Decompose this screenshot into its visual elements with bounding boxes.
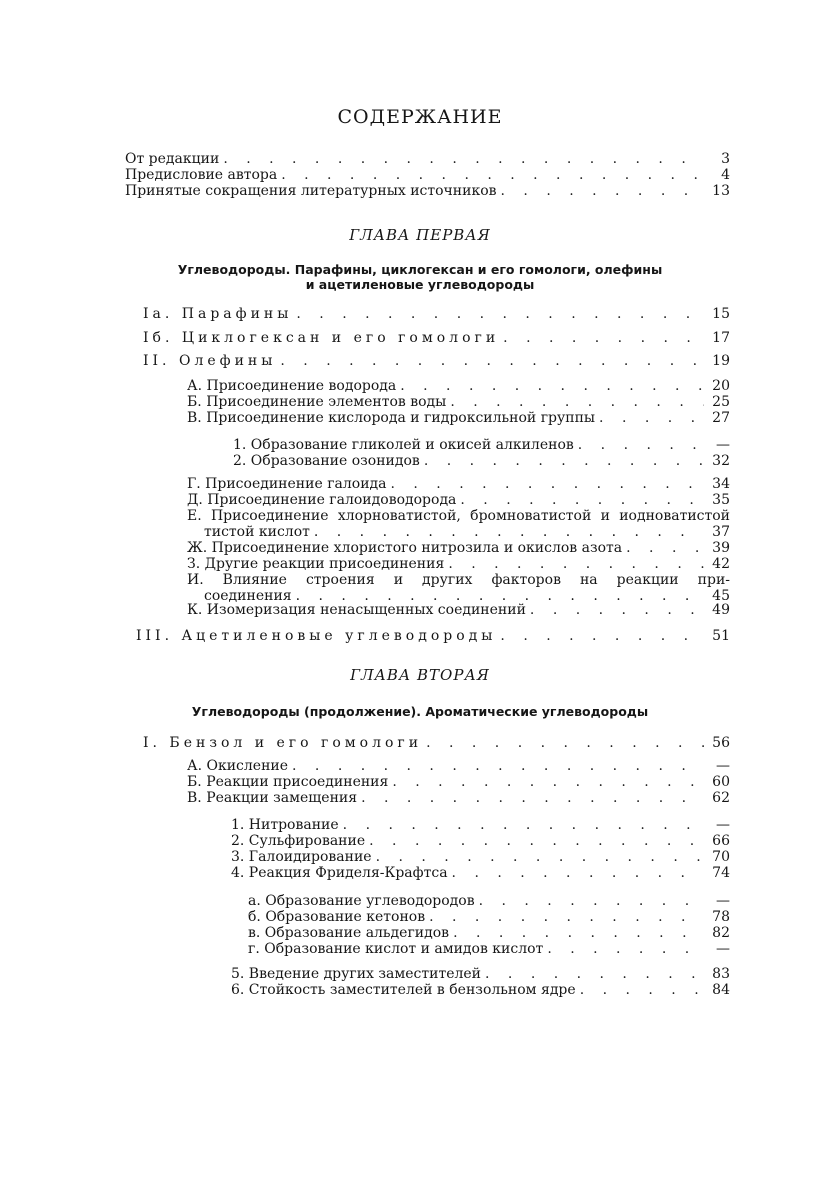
toc-entry[interactable] xyxy=(143,330,730,346)
toc-entry[interactable] xyxy=(231,849,730,865)
toc-entry-page: 70 xyxy=(712,849,730,865)
leader-dots xyxy=(369,833,704,849)
toc-entry-label: г. Образование кислот и амидов кислот xyxy=(248,941,544,957)
toc-entry[interactable] xyxy=(233,437,730,453)
toc-entry-page: 39 xyxy=(712,540,730,556)
toc-entry[interactable] xyxy=(125,151,730,167)
toc-entry[interactable] xyxy=(187,556,730,572)
leader-dots xyxy=(530,602,704,618)
toc-entry-page: 15 xyxy=(712,306,730,322)
toc-entry[interactable] xyxy=(143,735,730,751)
leader-dots xyxy=(578,437,704,453)
toc-entry-page: 20 xyxy=(712,378,730,394)
toc-entry-page: — xyxy=(716,893,730,909)
toc-entry-page: 82 xyxy=(712,925,730,941)
toc-entry-page: 3 xyxy=(721,151,730,167)
toc-entry-page: 45 xyxy=(712,588,730,604)
toc-entry-label: 3. Галоидирование xyxy=(231,849,372,865)
toc-entry[interactable] xyxy=(187,476,730,492)
toc-entry-page: 42 xyxy=(712,556,730,572)
toc-entry-label: 1. Нитрование xyxy=(231,817,339,833)
leader-dots xyxy=(391,476,705,492)
leader-dots xyxy=(450,394,704,410)
leader-dots xyxy=(448,556,704,572)
toc-entry-label: От редакции xyxy=(125,151,220,167)
toc-entry[interactable] xyxy=(187,540,730,556)
leader-dots xyxy=(392,774,704,790)
chapter-subtitle-line: Углеводороды. Парафины, циклогексан и его гомологи, олефины xyxy=(177,262,663,277)
toc-entry-page: 27 xyxy=(712,410,730,426)
leader-dots xyxy=(281,167,704,183)
toc-entry-label: 1. Образование гликолей и окисей алкиленов xyxy=(233,437,574,453)
toc-entry-label-cont: тистой кислот xyxy=(204,524,310,540)
toc-entry[interactable] xyxy=(187,572,730,604)
leader-dots xyxy=(479,893,704,909)
chapter-subtitle-line: и ацетиленовые углеводороды xyxy=(305,277,535,292)
chapter-heading: ГЛАВА ВТОРАЯ xyxy=(350,666,490,684)
leader-dots xyxy=(501,183,704,199)
toc-entry[interactable] xyxy=(187,602,730,618)
leader-dots xyxy=(361,790,704,806)
toc-entry-label: Iб. Циклогексан и его гомологи xyxy=(143,330,500,346)
toc-entry-label: 2. Образование озонидов xyxy=(233,453,420,469)
leader-dots xyxy=(453,925,704,941)
leader-dots xyxy=(460,492,704,508)
toc-entry[interactable] xyxy=(125,167,730,183)
toc-entry[interactable] xyxy=(187,394,730,410)
toc-entry[interactable] xyxy=(248,925,730,941)
toc-entry-label: 6. Стойкость заместителей в бензольном ядре xyxy=(231,982,576,998)
toc-entry[interactable] xyxy=(187,508,730,540)
toc-entry-page: 78 xyxy=(712,909,730,925)
toc-entry-label: 5. Введение других заместителей xyxy=(231,966,482,982)
toc-entry[interactable] xyxy=(125,183,730,199)
toc-entry[interactable] xyxy=(231,982,730,998)
toc-entry-label: I. Бензол и его гомологи xyxy=(143,735,423,751)
leader-dots xyxy=(599,410,704,426)
leader-dots xyxy=(503,330,704,346)
toc-entry-page: 25 xyxy=(712,394,730,410)
toc-entry[interactable] xyxy=(143,353,730,369)
toc-entry[interactable] xyxy=(187,774,730,790)
leader-dots xyxy=(426,735,704,751)
toc-entry-label: К. Изомеризация ненасыщенных соединений xyxy=(187,602,526,618)
chapter-subtitle xyxy=(0,704,840,719)
toc-entry-label: Б. Присоединение элементов воды xyxy=(187,394,447,410)
leader-dots xyxy=(452,865,704,881)
toc-entry-page: 13 xyxy=(712,183,730,199)
toc-entry-page: 34 xyxy=(712,476,730,492)
toc-entry-label: 4. Реакция Фриделя-Крафтса xyxy=(231,865,448,881)
toc-entry-label: И. Влияние строения и других факторов на реакции при- xyxy=(187,572,730,588)
leader-dots xyxy=(429,909,704,925)
leader-dots xyxy=(314,524,704,540)
toc-entry-label: В. Реакции замещения xyxy=(187,790,358,806)
toc-entry-label: Г. Присоединение галоида xyxy=(187,476,387,492)
toc-entry[interactable] xyxy=(187,410,730,426)
toc-entry-label: Принятые сокращения литературных источников xyxy=(125,183,497,199)
toc-entry[interactable] xyxy=(187,378,730,394)
leader-dots xyxy=(343,817,704,833)
toc-entry-page: 51 xyxy=(712,628,730,644)
leader-dots xyxy=(547,941,704,957)
toc-entry[interactable] xyxy=(136,628,730,644)
toc-entry-label: 2. Сульфирование xyxy=(231,833,366,849)
leader-dots xyxy=(626,540,704,556)
leader-dots xyxy=(424,453,704,469)
toc-entry-page: 83 xyxy=(712,966,730,982)
toc-entry-label: Предисловие автора xyxy=(125,167,278,183)
leader-dots xyxy=(400,378,704,394)
toc-entry-label: II. Олефины xyxy=(143,353,277,369)
leader-dots xyxy=(223,151,704,167)
toc-entry[interactable] xyxy=(231,833,730,849)
toc-entry-page: 84 xyxy=(712,982,730,998)
page-title: СОДЕРЖАНИЕ xyxy=(337,106,503,128)
toc-entry-label: Ж. Присоединение хлористого нитрозила и окислов азота xyxy=(187,540,623,556)
toc-entry-label: а. Образование углеводородов xyxy=(248,893,475,909)
toc-entry[interactable] xyxy=(231,966,730,982)
toc-entry-page: 62 xyxy=(712,790,730,806)
toc-entry-label: III. Ацетиленовые углеводороды xyxy=(136,628,497,644)
toc-entry-label-cont: соединения xyxy=(204,588,292,604)
leader-dots xyxy=(376,849,704,865)
chapter-subtitle-line: Углеводороды (продолжение). Ароматические углеводороды xyxy=(191,704,649,719)
toc-entry-label: Б. Реакции присоединения xyxy=(187,774,389,790)
toc-entry[interactable] xyxy=(231,817,730,833)
toc-entry-page: — xyxy=(716,941,730,957)
toc-entry-page: 49 xyxy=(712,602,730,618)
toc-entry-page: 56 xyxy=(712,735,730,751)
toc-entry-page: 4 xyxy=(721,167,730,183)
toc-entry-page: 66 xyxy=(712,833,730,849)
toc-entry-page: 32 xyxy=(712,453,730,469)
toc-entry-label: в. Образование альдегидов xyxy=(248,925,450,941)
toc-entry-page: — xyxy=(716,817,730,833)
toc-entry-page: 17 xyxy=(712,330,730,346)
toc-entry-label: А. Присоединение водорода xyxy=(187,378,397,394)
toc-entry-label: Д. Присоединение галоидоводорода xyxy=(187,492,457,508)
toc-entry-page: — xyxy=(716,758,730,774)
toc-entry[interactable] xyxy=(248,893,730,909)
leader-dots xyxy=(292,758,704,774)
toc-entry[interactable] xyxy=(231,865,730,881)
toc-entry[interactable] xyxy=(248,941,730,957)
leader-dots xyxy=(580,982,704,998)
toc-entry[interactable] xyxy=(233,453,730,469)
toc-entry[interactable] xyxy=(187,790,730,806)
chapter-subtitle xyxy=(0,262,840,292)
leader-dots xyxy=(485,966,704,982)
toc-entry-label: В. Присоединение кислорода и гидроксильной группы xyxy=(187,410,596,426)
toc-entry[interactable] xyxy=(187,758,730,774)
leader-dots xyxy=(280,353,704,369)
toc-entry-page: 74 xyxy=(712,865,730,881)
leader-dots xyxy=(296,306,704,322)
toc-entry-label: А. Окисление xyxy=(187,758,289,774)
toc-entry-label: Iа. Парафины xyxy=(143,306,293,322)
leader-dots xyxy=(500,628,704,644)
toc-entry-page: 60 xyxy=(712,774,730,790)
toc-entry-page: 35 xyxy=(712,492,730,508)
toc-entry-page: 37 xyxy=(712,524,730,540)
toc-entry[interactable] xyxy=(187,492,730,508)
toc-entry-page: 19 xyxy=(712,353,730,369)
toc-entry[interactable] xyxy=(143,306,730,322)
toc-entry-label: Е. Присоединение хлорноватистой, бромноватистой и иодноватистой xyxy=(187,508,730,524)
toc-entry-page: — xyxy=(716,437,730,453)
toc-entry[interactable] xyxy=(248,909,730,925)
chapter-heading: ГЛАВА ПЕРВАЯ xyxy=(349,226,491,244)
toc-entry-label: З. Другие реакции присоединения xyxy=(187,556,445,572)
toc-entry-label: б. Образование кетонов xyxy=(248,909,426,925)
